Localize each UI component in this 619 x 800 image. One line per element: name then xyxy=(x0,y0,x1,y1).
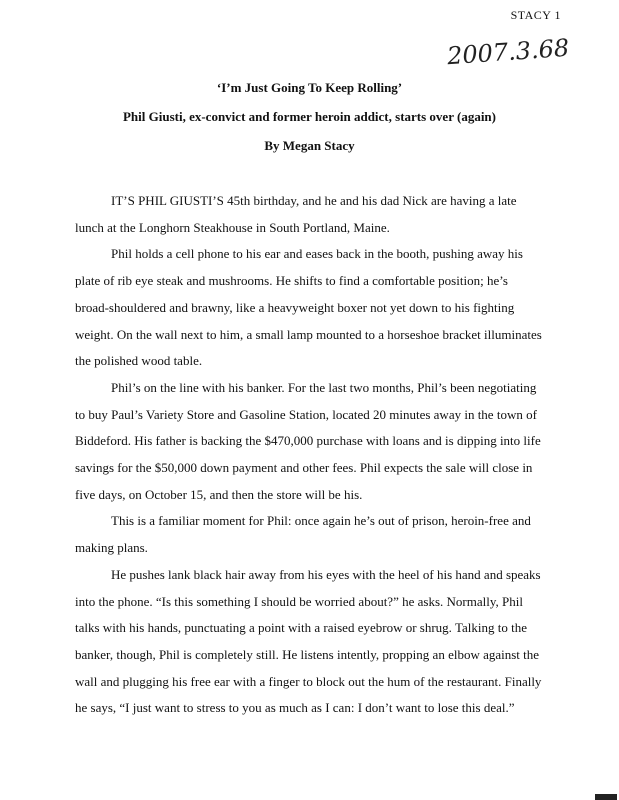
scan-corner-mark xyxy=(595,794,617,800)
title-block xyxy=(0,78,619,165)
article-body xyxy=(75,188,545,722)
headline: ‘I’m Just Going To Keep Rolling’ xyxy=(216,80,403,95)
paragraph: This is a familiar moment for Phil: once again he’s out of prison, heroin-free and making plans. xyxy=(75,513,531,556)
page-header-label: STACY 1 xyxy=(510,8,561,22)
paragraph: Phil’s on the line with his banker. For the last two months, Phil’s been negotiating to buy Paul’s Variety Store and Gasoline Station, located 20 minutes away in the town of Biddeford. His father is backing the $470,000 purchase with loans and is dipping into life savings for the $50,000 down payment and other fees. Phil expects the sale will close in five days, on October 15, and then the store will be his. xyxy=(75,379,541,502)
paragraph: IT’S PHIL GIUSTI’S 45th birthday, and he and his dad Nick are having a late lunch at the Longhorn Steakhouse in South Portland, Maine. xyxy=(75,193,517,235)
paragraph: He pushes lank black hair away from his eyes with the heel of his hand and speaks into the phone. “Is this something I should be worried about?” he asks. Normally, Phil talks with his hands, punctuating a point with a raised eyebrow or shrug. Talking to the banker, though, Phil is completely still. He listens intently, propping an elbow against the wall and plugging his free ear with a finger to block out the hum of the restaurant. Finally he says, “I just want to stress to you as much as I can: I don’t want to lose this deal.” xyxy=(75,566,542,716)
paragraph: Phil holds a cell phone to his ear and eases back in the booth, pushing away his plate of rib eye steak and mushrooms. He shifts to find a comfortable position; he’s broad-shouldered and brawny, like a heavyweight boxer not yet down to his fighting weight. On the wall next to him, a small lamp mounted to a horseshoe bracket illuminates the polished wood table. xyxy=(75,246,542,369)
handwritten-annotation: 2007.3.68 xyxy=(446,33,570,71)
byline: By Megan Stacy xyxy=(264,138,355,153)
subheadline: Phil Giusti, ex-convict and former heroin addict, starts over (again) xyxy=(122,109,496,124)
